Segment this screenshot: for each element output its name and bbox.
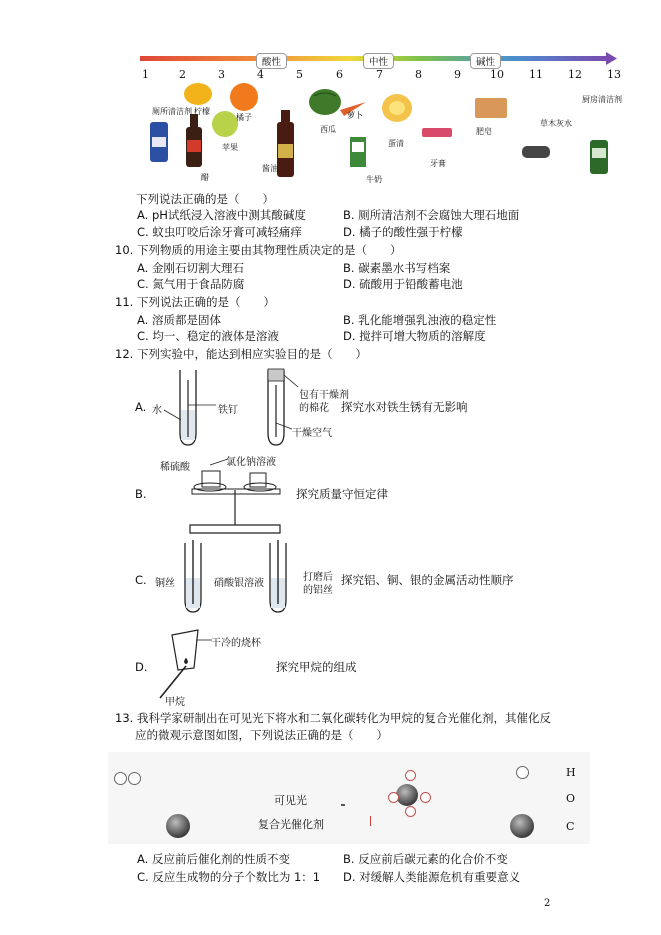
label-copper-wire: 铜丝 bbox=[155, 578, 175, 589]
label-water: 水 bbox=[152, 405, 162, 416]
legend-c: C bbox=[566, 820, 575, 833]
q12-a-letter: A. bbox=[135, 400, 147, 414]
h-atom bbox=[388, 792, 399, 803]
label-cotton: 的棉花 bbox=[299, 403, 329, 414]
methane-combustion-diagram bbox=[150, 620, 230, 705]
q13-stem-line2: 应的微观示意图如图，下列说法正确的是（ ） bbox=[135, 728, 388, 742]
ph-tick: 2 bbox=[179, 68, 186, 81]
q9-option-a: A. pH试纸浸入溶液中测其酸碱度 bbox=[137, 208, 306, 222]
h-atom bbox=[114, 772, 127, 785]
c-atom bbox=[510, 814, 534, 838]
label-dry-air: 干燥空气 bbox=[292, 428, 332, 439]
q10-stem: 10. 下列物质的用途主要由其物理性质决定的是（ ） bbox=[115, 243, 402, 257]
item-label: 橘子 bbox=[236, 113, 252, 122]
item-label: 柠檬 bbox=[194, 107, 210, 116]
egg-white-icon bbox=[382, 94, 412, 122]
apple-icon bbox=[212, 111, 238, 137]
item-label: 酱油 bbox=[262, 164, 278, 173]
c-atom bbox=[166, 814, 190, 838]
label-dilute-sulfuric-acid: 稀硫酸 bbox=[160, 462, 190, 473]
ph-tick: 6 bbox=[336, 68, 343, 81]
q13-option-d: D. 对缓解人类能源危机有重要意义 bbox=[343, 870, 521, 884]
ph-tick: 8 bbox=[415, 68, 422, 81]
condition-catalyst: 复合光催化剂 bbox=[258, 818, 324, 831]
ph-tick: 12 bbox=[568, 68, 582, 81]
q10-option-b: B. 碳素墨水书写档案 bbox=[343, 261, 451, 275]
soy-sauce-bottle-icon bbox=[277, 110, 294, 177]
item-label: 苹果 bbox=[222, 143, 238, 152]
item-label: 萝卜 bbox=[347, 111, 363, 120]
reaction-arrow bbox=[341, 804, 345, 806]
item-label: 西瓜 bbox=[320, 125, 336, 134]
q10-option-a: A. 金刚石切割大理石 bbox=[137, 261, 244, 275]
h-atom bbox=[405, 770, 416, 781]
q13-option-c: C. 反应生成物的分子个数比为 1：1 bbox=[137, 870, 321, 884]
item-label: 牙膏 bbox=[430, 159, 446, 168]
q11-option-b: B. 乳化能增强乳浊液的稳定性 bbox=[343, 313, 497, 327]
ph-tick: 13 bbox=[607, 68, 621, 81]
q13-option-a: A. 反应前后催化剂的性质不变 bbox=[137, 852, 290, 866]
c-atom bbox=[396, 784, 418, 806]
ph-tick: 3 bbox=[218, 68, 225, 81]
q11-option-a: A. 溶质都是固体 bbox=[137, 313, 221, 327]
label-iron-nail: 铁钉 bbox=[218, 405, 238, 416]
toilet-cleaner-icon bbox=[150, 122, 168, 162]
q12-stem: 12. 下列实验中，能达到相应实验目的是（ ） bbox=[115, 347, 367, 361]
mark bbox=[370, 816, 371, 826]
q13-stem-line1: 13. 我科学家研制出在可见光下将水和二氧化碳转化为甲烷的复合光催化剂，其催化反 bbox=[115, 711, 551, 725]
q12-c-purpose: 探究铝、铜、银的金属活动性顺序 bbox=[341, 573, 514, 587]
q12-d-letter: D. bbox=[135, 660, 148, 674]
label-agno3-solution: 硝酸银溶液 bbox=[214, 578, 264, 589]
item-label: 厨房清洁剂 bbox=[582, 95, 622, 104]
item-label: 蛋清 bbox=[388, 139, 404, 148]
q10-option-c: C. 氮气用于食品防腐 bbox=[137, 277, 245, 291]
watermelon-icon bbox=[309, 89, 341, 115]
h-atom-legend bbox=[516, 766, 529, 779]
condition-visible-light: 可见光 bbox=[274, 794, 307, 807]
ph-tick: 4 bbox=[257, 68, 264, 81]
ph-tick: 10 bbox=[490, 68, 504, 81]
label-polished: 打磨后 bbox=[303, 572, 333, 583]
vinegar-bottle-icon bbox=[186, 114, 202, 167]
page-number: 2 bbox=[544, 898, 551, 909]
q11-stem: 11. 下列说法正确的是（ ） bbox=[115, 295, 275, 309]
h-atom bbox=[405, 806, 416, 817]
q9-option-c: C. 蚊虫叮咬后涂牙膏可减轻痛痒 bbox=[137, 225, 302, 239]
orange-icon bbox=[230, 83, 258, 111]
q12-b-purpose: 探究质量守恒定律 bbox=[296, 487, 388, 501]
item-label: 草木灰水 bbox=[540, 119, 572, 128]
item-label: 醋 bbox=[201, 173, 209, 182]
acid-label: 酸性 bbox=[256, 53, 287, 69]
label-cotton-desiccant: 包有干燥剂 bbox=[299, 390, 349, 401]
legend-o: O bbox=[566, 792, 576, 805]
q12-a-purpose: 探究水对铁生锈有无影响 bbox=[341, 400, 468, 414]
toothpaste-icon bbox=[422, 128, 452, 137]
q12-b-letter: B. bbox=[135, 487, 147, 501]
q9-option-b: B. 厕所清洁剂不会腐蚀大理石地面 bbox=[343, 208, 520, 222]
ph-tick: 1 bbox=[142, 68, 149, 81]
kitchen-cleaner-icon bbox=[590, 140, 608, 174]
item-label: 厕所清洁剂 bbox=[152, 107, 192, 116]
label-aluminum-wire: 的铝丝 bbox=[303, 585, 333, 596]
item-label: 牛奶 bbox=[366, 175, 382, 184]
legend-h: H bbox=[566, 766, 576, 779]
q11-option-d: D. 搅拌可增大物质的溶解度 bbox=[343, 329, 486, 343]
q12-d-purpose: 探究甲烷的组成 bbox=[276, 660, 357, 674]
label-methane: 甲烷 bbox=[165, 697, 185, 708]
reaction-diagram bbox=[108, 752, 590, 844]
ph-tick: 9 bbox=[454, 68, 461, 81]
base-label: 碱性 bbox=[470, 53, 501, 69]
q11-option-c: C. 均一、稳定的液体是溶液 bbox=[137, 329, 279, 343]
item-label: 肥皂 bbox=[476, 127, 492, 136]
soap-icon bbox=[475, 98, 507, 118]
h-atom bbox=[420, 792, 431, 803]
ph-tick: 5 bbox=[296, 68, 303, 81]
plant-ash-water-icon bbox=[522, 146, 550, 158]
q10-option-d: D. 硫酸用于铅酸蓄电池 bbox=[343, 277, 463, 291]
label-dry-cold-beaker: 干冷的烧杯 bbox=[211, 638, 261, 649]
q12-c-letter: C. bbox=[135, 573, 147, 587]
ph-tick: 7 bbox=[376, 68, 383, 81]
h-atom bbox=[128, 772, 141, 785]
q9-stem: 下列说法正确的是（ ） bbox=[136, 192, 274, 206]
neutral-label: 中性 bbox=[363, 53, 394, 69]
label-nacl-solution: 氯化钠溶液 bbox=[226, 457, 276, 468]
lemon-icon bbox=[184, 83, 212, 105]
ph-tick: 11 bbox=[529, 68, 543, 81]
q9-option-d: D. 橘子的酸性强于柠檬 bbox=[343, 225, 463, 239]
milk-box-icon bbox=[350, 137, 366, 167]
q13-option-b: B. 反应前后碳元素的化合价不变 bbox=[343, 852, 508, 866]
